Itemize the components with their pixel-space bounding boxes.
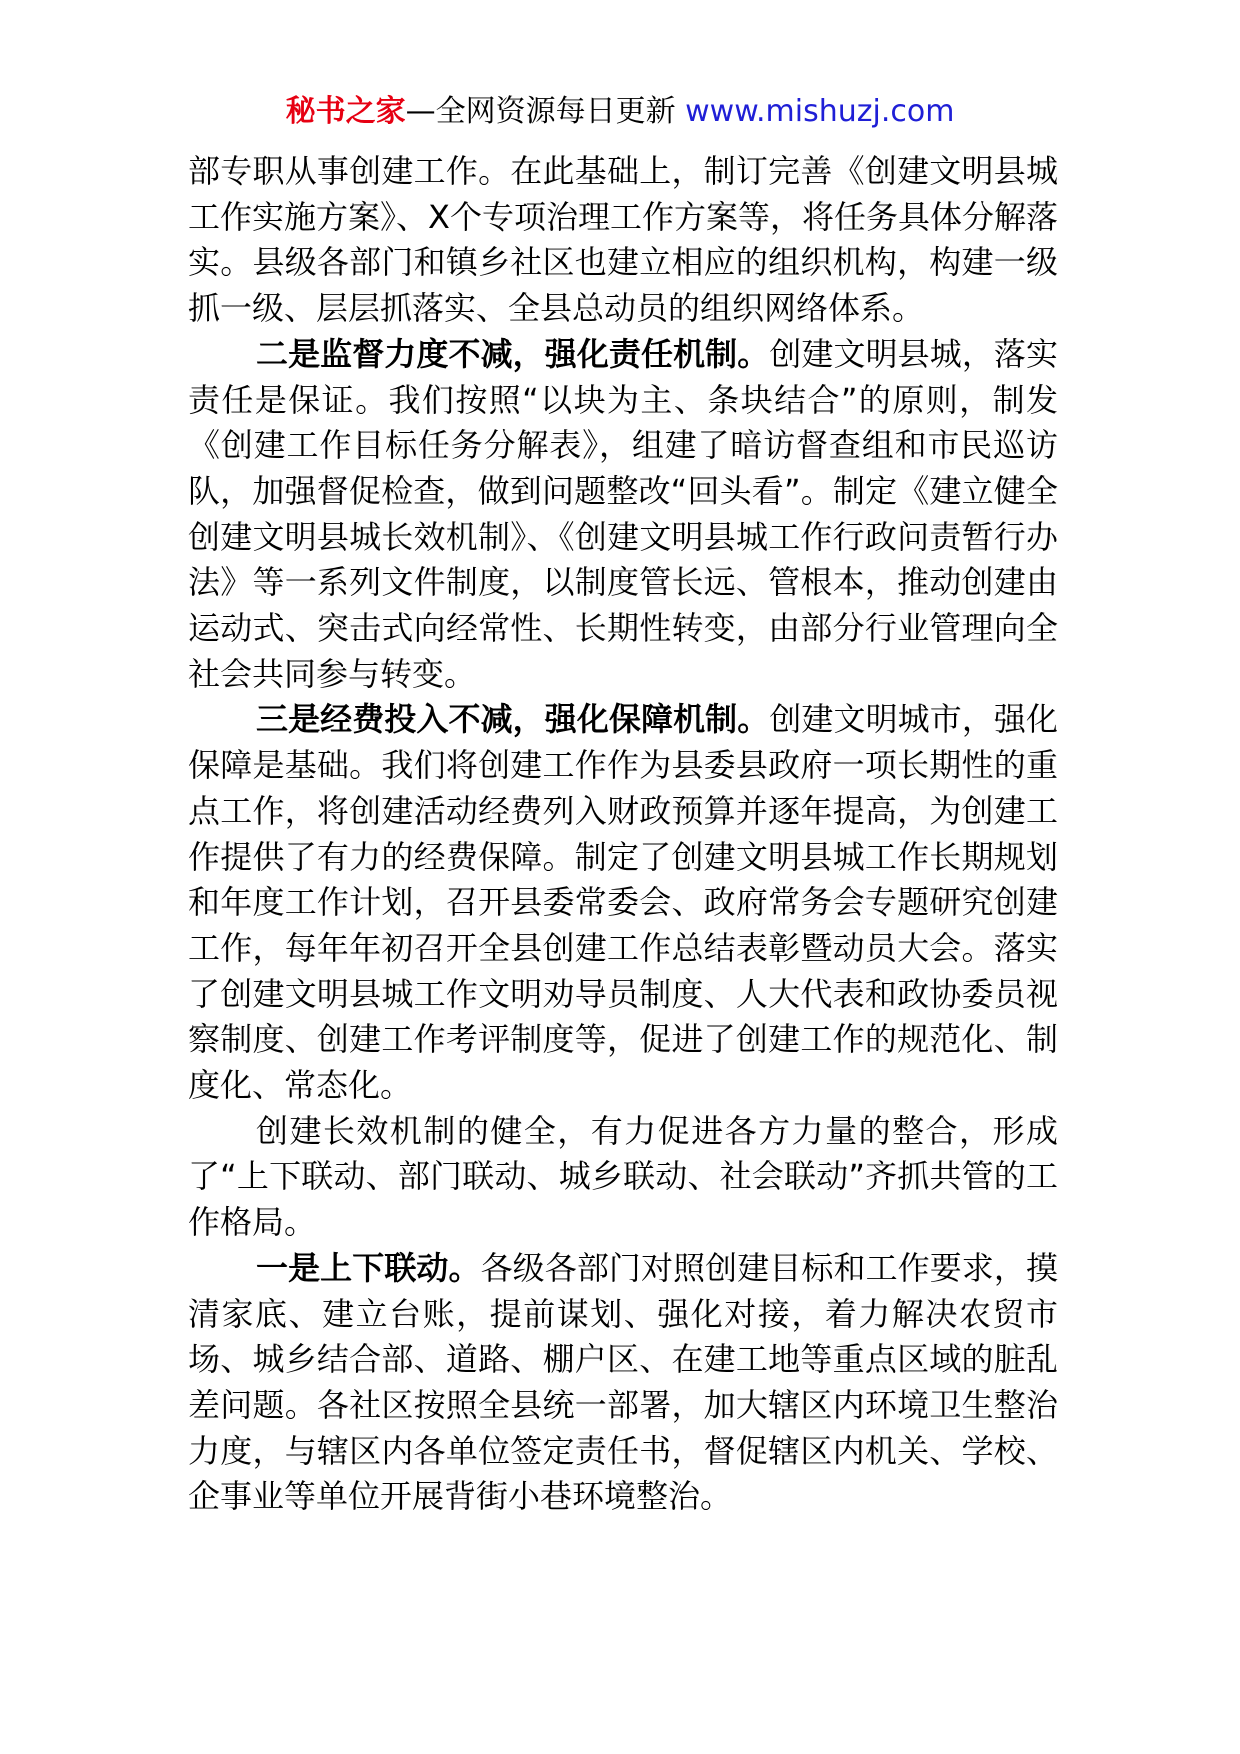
site-url-link[interactable]: www.mishuzj.com (685, 94, 955, 129)
paragraph-text: 各级各部门对照创建目标和工作要求，摸清家底、建立台账，提前谋划、强化对接，着力解决农贸市场、城乡结合部、道路、棚户区、在建工地等重点区域的脏乱差问题。各社区按照全县统一部署，加大辖区内环境卫生整治力度，与辖区内各单位签定责任书，督促辖区内机关、学校、企事业等单位开展背街小巷环境整治。 (188, 1248, 1058, 1516)
paragraph-mechanism-summary (188, 1109, 1058, 1246)
paragraph-continuation (188, 149, 1058, 332)
paragraph-supervision (188, 332, 1058, 698)
paragraph-lead: 二是监督力度不减，强化责任机制。 (256, 334, 770, 373)
document-body (188, 149, 1058, 1520)
paragraph-vertical-linkage (188, 1246, 1058, 1520)
paragraph-lead: 三是经费投入不减，强化保障机制。 (256, 700, 770, 739)
paragraph-funding (188, 697, 1058, 1108)
paragraph-lead: 一是上下联动。 (256, 1248, 481, 1287)
paragraph-text: 部专职从事创建工作。在此基础上，制订完善《创建文明县城工作实施方案》、X个专项治理工作方案等，将任务具体分解落实。县级各部门和镇乡社区也建立相应的组织机构，构建一级抓一级、层层抓落实、全县总动员的组织网络体系。 (188, 152, 1058, 328)
paragraph-text: 创建长效机制的健全，有力促进各方力量的整合，形成了“上下联动、部门联动、城乡联动、社会联动”齐抓共管的工作格局。 (188, 1111, 1058, 1242)
paragraph-text: 创建文明城市，强化保障是基础。我们将创建工作作为县委县政府一项长期性的重点工作，将创建活动经费列入财政预算并逐年提高，为创建工作提供了有力的经费保障。制定了创建文明县城工作长期规划和年度工作计划，召开县委常委会、政府常务会专题研究创建工作，每年年初召开全县创建工作总结表彰暨动员大会。落实了创建文明县城工作文明劝导员制度、人大代表和政协委员视察制度、创建工作考评制度等，促进了创建工作的规范化、制度化、常态化。 (188, 700, 1058, 1105)
site-header (0, 92, 1240, 132)
header-tagline: —全网资源每日更新 (405, 94, 686, 129)
paragraph-text: 创建文明县城，落实责任是保证。我们按照“以块为主、条块结合”的原则，制发《创建工作目标任务分解表》，组建了暗访督查组和市民巡访队，加强督促检查，做到问题整改“回头看”。制定《建立健全创建文明县城长效机制》、《创建文明县城工作行政问责暂行办法》等一系列文件制度，以制度管长远、管根本，推动创建由运动式、突击式向经常性、长期性转变，由部分行业管理向全社会共同参与转变。 (188, 334, 1058, 693)
brand-name: 秘书之家 (285, 94, 406, 129)
